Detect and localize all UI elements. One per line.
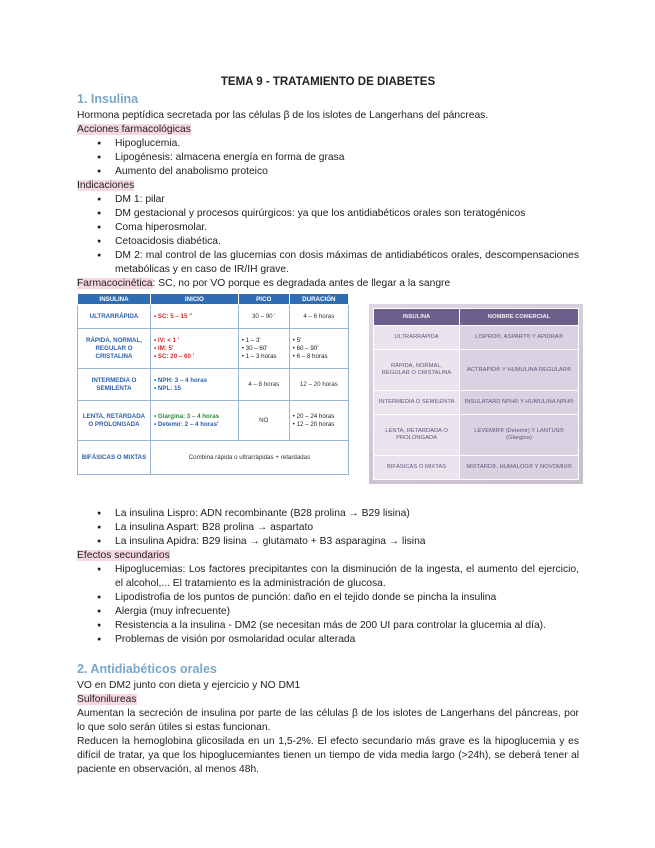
section2-intro: VO en DM2 junto con dieta y ejercicio y NO DM1 (77, 680, 301, 691)
indicaciones-list (77, 193, 579, 277)
section-heading-antidiabeticos: 2. Antidiabéticos orales (77, 662, 217, 676)
table-header: DURACIÓN (289, 294, 348, 305)
table-cell: • IV: < 1 ' • IM: 5' • SC: 20 – 60 ' (151, 329, 239, 369)
table-cell: LENTA, RETARDADA O PROLONGADA (374, 415, 460, 456)
cell-text: 60 – 90' (296, 344, 319, 352)
table-cell: INTERMEDIA O SEMILENTA (374, 390, 460, 414)
table-row (374, 390, 579, 414)
list-item: ● Coma hiperosmolar. (77, 221, 579, 235)
table-row (78, 369, 349, 401)
list-item: ● Alergia (muy infrecuente) (77, 605, 579, 619)
list-item: ● La insulina Apidra: B29 lisina → glutamato + B3 asparagina → lisina (77, 535, 579, 549)
row-label: INTERMEDIA O SEMILENTA (78, 369, 151, 401)
table-cell: 30 – 90 ' (238, 305, 289, 329)
list-item: ● DM 2: mal control de las glucemias con dosis máximas de antidiabéticos orales, descompensaciones metabólicas y en caso de IR/IH grave. (77, 249, 579, 277)
list-item: ● La insulina Lispro: ADN recombinante (B28 prolina → B29 lisina) (77, 507, 579, 521)
table-cell: Combina rápida o ultrarrápidas + retardadas (151, 441, 349, 475)
table-row (374, 350, 579, 391)
table-cell: LISPRO®, ASPART® Y APIDRA® (460, 326, 579, 350)
table-cell: NO (238, 401, 289, 441)
cell-text: 1 – 3' (245, 336, 261, 344)
list-item: ● Resistencia a la insulina - DM2 (se necesitan más de 200 UI para controlar la glucemia al día). (77, 619, 579, 633)
list-item: ● Cetoacidosis diabética. (77, 235, 579, 249)
subheading-sulfonilureas: Sulfonilureas (77, 694, 137, 705)
cell-text: 20 – 24 horas (296, 412, 335, 420)
cell-text: NPH: 3 – 4 horas (157, 376, 208, 384)
cell-text: 12 – 20 horas (296, 420, 335, 428)
list-item: ● Hipoglucemia. (77, 137, 579, 151)
cell-text: 5' (296, 336, 302, 344)
cell-text: IV: < 1 ' (157, 336, 180, 344)
table-cell: • 5' • 60 – 90' • 6 – 8 horas (289, 329, 348, 369)
efectos-list (77, 563, 579, 647)
intro-text: Hormona peptídica secretada por las células β de los islotes de Langerhans del páncreas. (77, 110, 489, 121)
table-cell: • 1 – 3' • 30 – 60' • 1 – 3 horas (238, 329, 289, 369)
list-item: ● La insulina Aspart: B28 prolina → aspartato (77, 521, 579, 535)
row-label: ULTRARRÁPIDA (78, 305, 151, 329)
cell-text: IM: 5' (157, 344, 174, 352)
table-cell: 4 – 6 horas (289, 305, 348, 329)
cell-text: 6 – 8 horas (296, 352, 328, 360)
list-item: ● Hipoglucemias: Los factores precipitantes con la disminución de la ingesta, el aumento del ejercicio, el alcohol,... El tratamiento es la administración de glucosa. (77, 563, 579, 591)
analogos-list (77, 507, 579, 549)
table-row (374, 326, 579, 350)
table-cell: MIXTARD®, HUMALOG® Y NOVOMIX® (460, 455, 579, 479)
cell-text: SC: 20 – 60 ' (157, 352, 195, 360)
table-header: INSULINA (374, 309, 460, 326)
list-item: ● DM gestacional y procesos quirúrgicos: ya que los antidiabéticos orales son teratogénicos (77, 207, 579, 221)
table-cell: • Glargina: 3 – 4 horas • Detemir: 2 – 4 horas' (151, 401, 239, 441)
table-header: NOMBRE COMERCIAL (460, 309, 579, 326)
commercial-names-photo (369, 304, 583, 484)
table-cell: • NPH: 3 – 4 horas • NPL: 15 (151, 369, 239, 401)
table-header: INSULINA (78, 294, 151, 305)
table-cell: ACTRAPID® Y HUMULINA REGULAR® (460, 350, 579, 391)
table-row (78, 401, 349, 441)
cell-text: Detemir: 2 – 4 horas' (157, 420, 219, 428)
subheading-acciones: Acciones farmacológicas (77, 124, 191, 135)
page-title: TEMA 9 - TRATAMIENTO DE DIABETES (220, 76, 436, 88)
table-row (78, 441, 349, 475)
table-cell: • SC: 5 – 15 '' (151, 305, 239, 329)
table-row (78, 305, 349, 329)
table-cell: • 20 – 24 horas • 12 – 20 horas (289, 401, 348, 441)
commercial-names-table (373, 308, 579, 480)
subheading-farmacocinetica: Farmacocinética (77, 278, 153, 289)
subheading-efectos: Efectos secundarios (77, 550, 170, 561)
table-cell: 12 – 20 horas (289, 369, 348, 401)
cell-text: 30 – 60' (245, 344, 268, 352)
list-item: ● Aumento del anabolismo proteico (77, 165, 579, 179)
cell-text: NPL: 15 (157, 384, 181, 392)
row-label: RÁPIDA, NORMAL, REGULAR O CRISTALINA (78, 329, 151, 369)
table-row (374, 455, 579, 479)
list-item: ● Lipogénesis: almacena energía en forma de grasa (77, 151, 579, 165)
row-label: LENTA, RETARDADA O PROLONGADA (78, 401, 151, 441)
table-cell: INSULATARD NPH® Y HUMULINA NPH® (460, 390, 579, 414)
document-page (77, 76, 579, 777)
farmacocinetica-line (77, 277, 579, 291)
sulfo-paragraph-2: Reducen la hemoglobina glicosilada en un 1,5-2%. El efecto secundario más grave es la hipoglucemia y es difícil de tratar, ya que los hipoglucemiantes tienen un tiempo de vida media largo (>24h), se deberá tener al paciente en observación, al menos 48h. (77, 736, 579, 775)
table-header: INICIO (151, 294, 239, 305)
table-row (78, 329, 349, 369)
table-row (374, 415, 579, 456)
insulin-times-table (77, 293, 349, 475)
list-item: ● Lipodistrofia de los puntos de punción: daño en el tejido donde se pincha la insulina (77, 591, 579, 605)
subheading-indicaciones: Indicaciones (77, 180, 135, 191)
sulfo-paragraph-1: Aumentan la secreción de insulina por parte de las células β de los islotes de Langerhans del páncreas, por lo que solo serán útiles si estas funcionan. (77, 708, 579, 733)
farmacocinetica-text: : SC, no por VO porque es degradada antes de llegar a la sangre (152, 278, 451, 289)
list-item: ● Problemas de visión por osmolaridad ocular alterada (77, 633, 579, 647)
acciones-list (77, 137, 579, 179)
tables-area (77, 293, 579, 497)
table-cell: 4 – 8 horas (238, 369, 289, 401)
section-heading-insulina: 1. Insulina (77, 92, 139, 106)
table-cell: RÁPIDA, NORMAL, REGULAR O CRISTALINA (374, 350, 460, 391)
cell-text: SC: 5 – 15 '' (157, 312, 193, 320)
list-item: ● DM 1: pilar (77, 193, 579, 207)
table-cell: BIFÁSICAS O MIXTAS (374, 455, 460, 479)
table-cell: ULTRARRÁPIDA (374, 326, 460, 350)
row-label: BIFÁSICAS O MIXTAS (78, 441, 151, 475)
cell-text: 1 – 3 horas (245, 352, 277, 360)
cell-text: Glargina: 3 – 4 horas (157, 412, 220, 420)
table-header: PICO (238, 294, 289, 305)
table-cell: LEVEMIR® (Detemir) Y LANTUS® (Glargina) (460, 415, 579, 456)
